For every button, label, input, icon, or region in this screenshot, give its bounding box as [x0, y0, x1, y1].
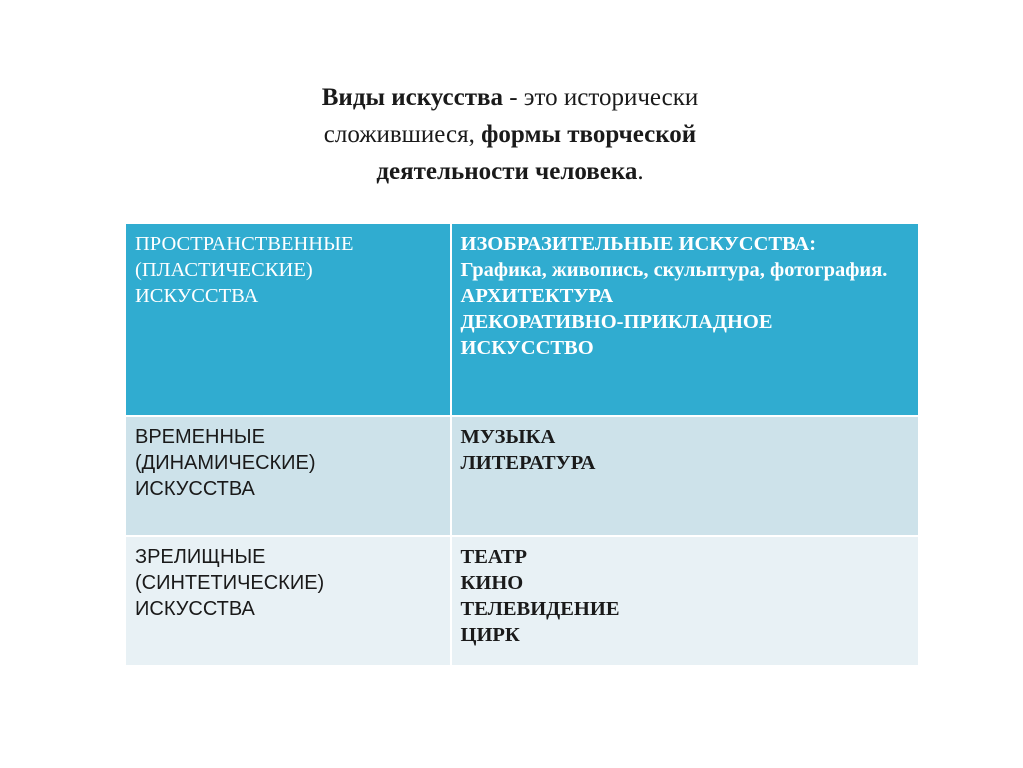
example-line: ИЗОБРАЗИТЕЛЬНЫЕ ИСКУССТВА:: [460, 233, 817, 255]
type-line: ВРЕМЕННЫЕ: [135, 426, 265, 448]
example-line: ЛИТЕРАТУРА: [460, 452, 596, 474]
examples-cell-spatial: [451, 223, 919, 416]
example-line: ТЕАТР: [460, 546, 528, 568]
example-line: ТЕЛЕВИДЕНИЕ: [460, 598, 620, 620]
type-cell-spatial: [125, 223, 451, 416]
slide-title: [250, 79, 770, 190]
title-definition: формы творческой деятельности человека: [376, 121, 697, 185]
table-row-temporal: [125, 416, 919, 536]
example-line: АРХИТЕКТУРА: [460, 285, 614, 307]
example-line: ЦИРК: [460, 624, 520, 646]
table-row-spectacle: [125, 536, 919, 666]
type-line: ПРОСТРАНСТВЕННЫЕ: [135, 233, 354, 255]
table-row-spatial: [125, 223, 919, 416]
type-line: ИСКУССТВА: [135, 478, 255, 500]
title-term: Виды искусства: [321, 84, 503, 111]
type-line: ИСКУССТВА: [135, 285, 259, 307]
title-period: .: [637, 158, 644, 185]
examples-cell-spectacle: [451, 536, 919, 666]
example-line: Графика, живопись, скульптура, фотография.: [460, 259, 888, 281]
type-cell-spectacle: [125, 536, 451, 666]
type-line: ЗРЕЛИЩНЫЕ: [135, 546, 266, 568]
example-line: МУЗЫКА: [460, 426, 556, 448]
type-line: (ДИНАМИЧЕСКИЕ): [135, 452, 316, 474]
arts-types-table: [124, 222, 920, 667]
type-line: (ПЛАСТИЧЕСКИЕ): [135, 259, 313, 281]
type-line: (СИНТЕТИЧЕСКИЕ): [135, 572, 325, 594]
example-line: ДЕКОРАТИВНО-ПРИКЛАДНОЕ ИСКУССТВО: [460, 311, 773, 359]
example-line: КИНО: [460, 572, 524, 594]
type-cell-temporal: [125, 416, 451, 536]
title-text: - это исторически сложившиеся,: [323, 84, 699, 148]
examples-cell-temporal: [451, 416, 919, 536]
type-line: ИСКУССТВА: [135, 598, 255, 620]
